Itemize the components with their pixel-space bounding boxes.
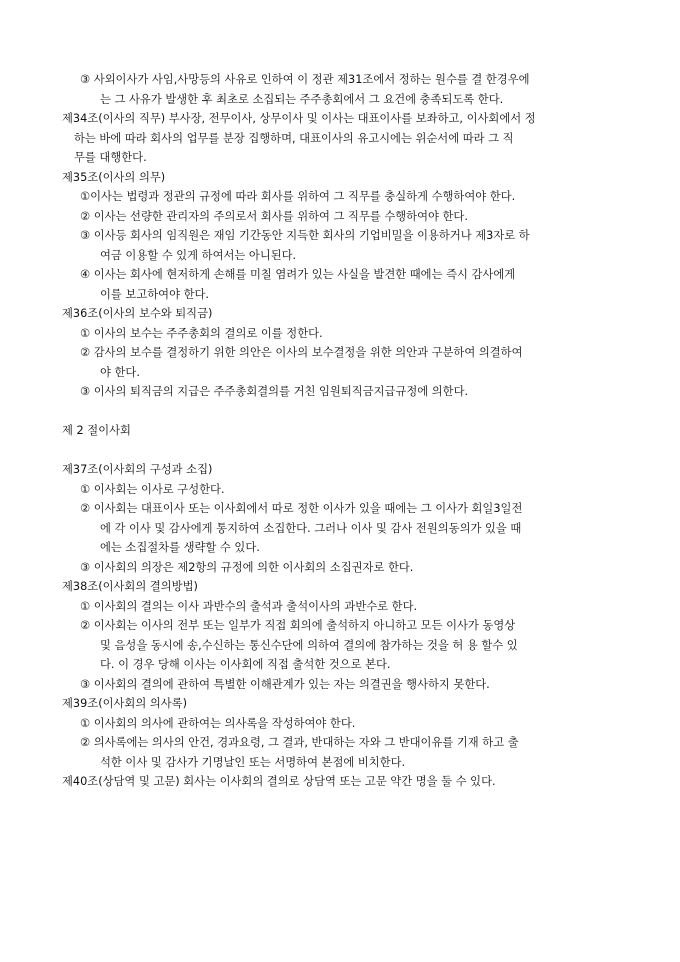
clause-item: ③ 이사의 퇴직금의 지급은 주주총회결의를 거친 임원퇴직금지급규정에 의한다. bbox=[80, 385, 469, 398]
continuation-line: 에 각 이사 및 감사에게 통지하여 소집한다. 그러나 이사 및 감사 전원의동의가 있을 때 bbox=[100, 521, 522, 535]
clause-item: ① 이사회의 의사에 관하여는 의사록을 작성하여야 한다. bbox=[80, 716, 356, 730]
clause-item: ③ 이사회의 결의에 관하여 특별한 이해관계가 있는 자는 의결권을 행사하지 못한다. bbox=[80, 677, 490, 691]
article-heading: 제35조(이사의 의무) bbox=[62, 170, 166, 184]
clause-item: ①이사는 법령과 정관의 규정에 따라 회사를 위하여 그 직무를 충실하게 수행하여야 한다. bbox=[80, 190, 516, 203]
article-heading: 제34조(이사의 직무) 부사장, 전무이사, 상무이사 및 이사는 대표이사를 보좌하고, 이사회에서 정 bbox=[62, 112, 536, 125]
continuation-line: 야 한다. bbox=[100, 365, 140, 379]
document-body bbox=[62, 70, 627, 792]
clause-item: ① 이사의 보수는 주주총회의 결의로 이를 정한다. bbox=[80, 326, 323, 340]
clause-item: ② 이사회는 대표이사 또는 이사회에서 따로 정한 이사가 있을 때에는 그 이사가 회일3일전 bbox=[80, 502, 523, 515]
article-heading: 제36조(이사의 보수와 퇴직금) bbox=[62, 307, 213, 320]
article-heading: 제40조(상담역 및 고문) 회사는 이사회의 결의로 상담역 또는 고문 약간 명을 둘 수 있다. bbox=[62, 775, 496, 788]
continuation-line: 여금 이용할 수 있게 하여서는 아니된다. bbox=[100, 248, 297, 262]
article-heading: 제39조(이사회의 의사록) bbox=[62, 697, 187, 710]
clause-item: ③ 이사등 회사의 임직원은 재임 기간동안 지득한 회사의 기업비밀을 이용하거나 제3자로 하 bbox=[80, 229, 530, 242]
clause-item: ② 이사회는 이사의 전부 또는 일부가 직접 회의에 출석하지 아니하고 모든 이사가 동영상 bbox=[80, 619, 516, 632]
continuation-line: 에는 소집절차를 생략할 수 있다. bbox=[100, 541, 260, 554]
clause-item: ② 감사의 보수를 결정하기 위한 의안은 이사의 보수결정을 위한 의안과 구분하여 의결하여 bbox=[80, 346, 523, 359]
clause-item: ③ 사외이사가 사임,사망등의 사유로 인하여 이 정관 제31조에서 정하는 원수를 결 한경우에 bbox=[80, 73, 530, 86]
clause-item: ④ 이사는 회사에 현저하게 손해를 미칠 염려가 있는 사실을 발견한 때에는 즉시 감사에게 bbox=[80, 268, 516, 281]
continuation-line: 이를 보고하여야 한다. bbox=[100, 287, 209, 301]
clause-item: ① 이사회는 이사로 구성한다. bbox=[80, 482, 225, 496]
continuation-line: 석한 이사 및 감사가 기명날인 또는 서명하여 본점에 비치한다. bbox=[100, 755, 406, 769]
article-heading: 제38조(이사회의 결의방법) bbox=[62, 580, 198, 593]
continuation-line: 하는 바에 따라 회사의 업무를 분장 집행하며, 대표이사의 유고시에는 위순서에 따라 그 직 bbox=[74, 131, 514, 145]
clause-item: ① 이사회의 결의는 이사 과반수의 출석과 출석이사의 과반수로 한다. bbox=[80, 599, 418, 613]
section-heading: 제 2 절이사회 bbox=[62, 424, 131, 437]
article-heading: 제37조(이사회의 구성과 소집) bbox=[62, 463, 213, 476]
clause-item: ② 의사록에는 의사의 안건, 경과요령, 그 결과, 반대하는 자와 그 반대이유를 기재 하고 출 bbox=[80, 736, 519, 749]
continuation-line: 및 음성을 동시에 송,수신하는 통신수단에 의하여 결의에 참가하는 것을 허 용 할수 있 bbox=[100, 638, 518, 652]
continuation-line: 무를 대행한다. bbox=[74, 151, 147, 164]
continuation-line: 다. 이 경우 당해 이사는 이사회에 직접 출석한 것으로 본다. bbox=[100, 658, 391, 671]
clause-item: ② 이사는 선량한 관리자의 주의로서 회사를 위하여 그 직무를 수행하여야 한다. bbox=[80, 209, 468, 223]
continuation-line: 는 그 사유가 발생한 후 최초로 소집되는 주주총회에서 그 요건에 충족되도록 한다. bbox=[100, 92, 504, 106]
clause-item: ③ 이사회의 의장은 제2항의 규정에 의한 이사회의 소집권자로 한다. bbox=[80, 560, 414, 574]
blank-line bbox=[62, 402, 627, 422]
blank-line bbox=[62, 441, 627, 461]
